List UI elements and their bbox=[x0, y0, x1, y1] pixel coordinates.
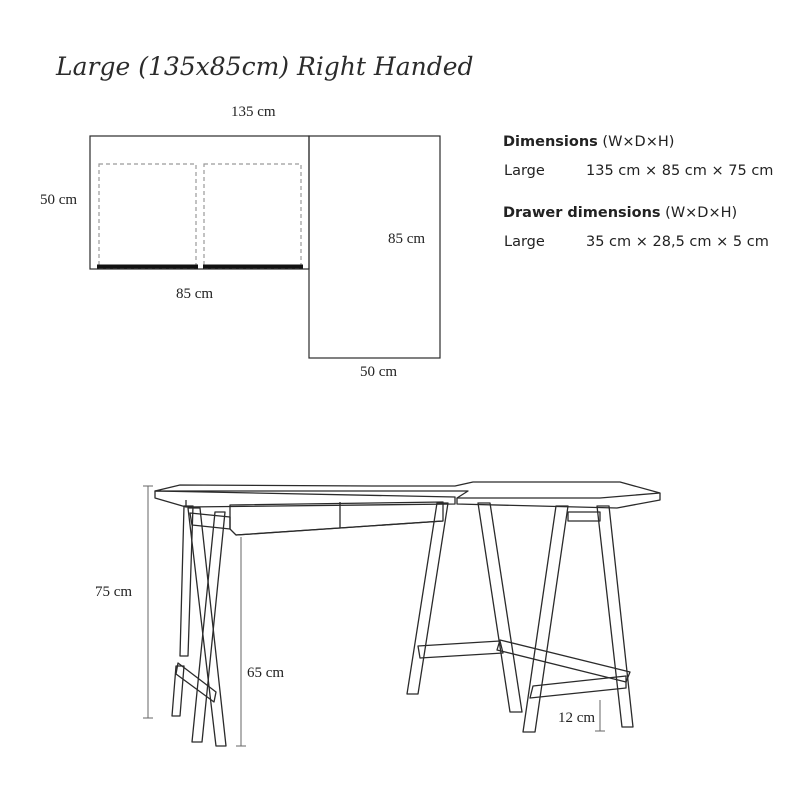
dimensions-unit: (W×D×H) bbox=[602, 134, 675, 150]
middle-foot-rail bbox=[418, 641, 503, 658]
plan-right-depth-label: 85 cm bbox=[388, 231, 426, 247]
drawer-dimensions-heading bbox=[503, 205, 737, 221]
right-rear-leg bbox=[597, 506, 633, 727]
plan-left-depth-label: 50 cm bbox=[40, 192, 78, 208]
dimensions-heading bbox=[503, 134, 674, 150]
plan-left-section bbox=[90, 136, 309, 269]
right-foot-rail bbox=[530, 676, 626, 698]
left-inner-leg bbox=[192, 512, 225, 742]
dimensions-size-label: Large bbox=[504, 163, 545, 179]
clearance-height-label: 65 cm bbox=[247, 665, 285, 681]
foot-rail-height-label: 12 cm bbox=[558, 710, 596, 726]
left-front-leg bbox=[188, 508, 226, 746]
desk-top-edge-left bbox=[155, 491, 455, 507]
plan-drawer-right bbox=[204, 164, 301, 268]
drawer-apron bbox=[230, 502, 443, 535]
middle-left-leg bbox=[407, 503, 448, 694]
plan-drawer-left bbox=[99, 164, 196, 268]
desk-perspective bbox=[155, 482, 660, 746]
dimensions-value: 135 cm × 85 cm × 75 cm bbox=[586, 163, 774, 179]
plan-bottom-width-label: 85 cm bbox=[176, 286, 214, 302]
drawer-size-label: Large bbox=[504, 234, 545, 250]
right-top-rail bbox=[568, 512, 600, 521]
total-height-label: 75 cm bbox=[95, 584, 133, 600]
drawer-heading-text: Drawer dimensions bbox=[503, 205, 661, 221]
page-title: Large (135x85cm) Right Handed bbox=[56, 52, 474, 81]
plan-top-width-label: 135 cm bbox=[231, 104, 276, 120]
plan-right-width-label: 50 cm bbox=[360, 364, 398, 380]
left-rear-leg-lower bbox=[172, 666, 184, 716]
middle-right-leg bbox=[478, 503, 522, 712]
drawer-unit: (W×D×H) bbox=[665, 205, 738, 221]
drawer-value: 35 cm × 28,5 cm × 5 cm bbox=[586, 234, 769, 250]
dimensions-heading-text: Dimensions bbox=[503, 134, 598, 150]
